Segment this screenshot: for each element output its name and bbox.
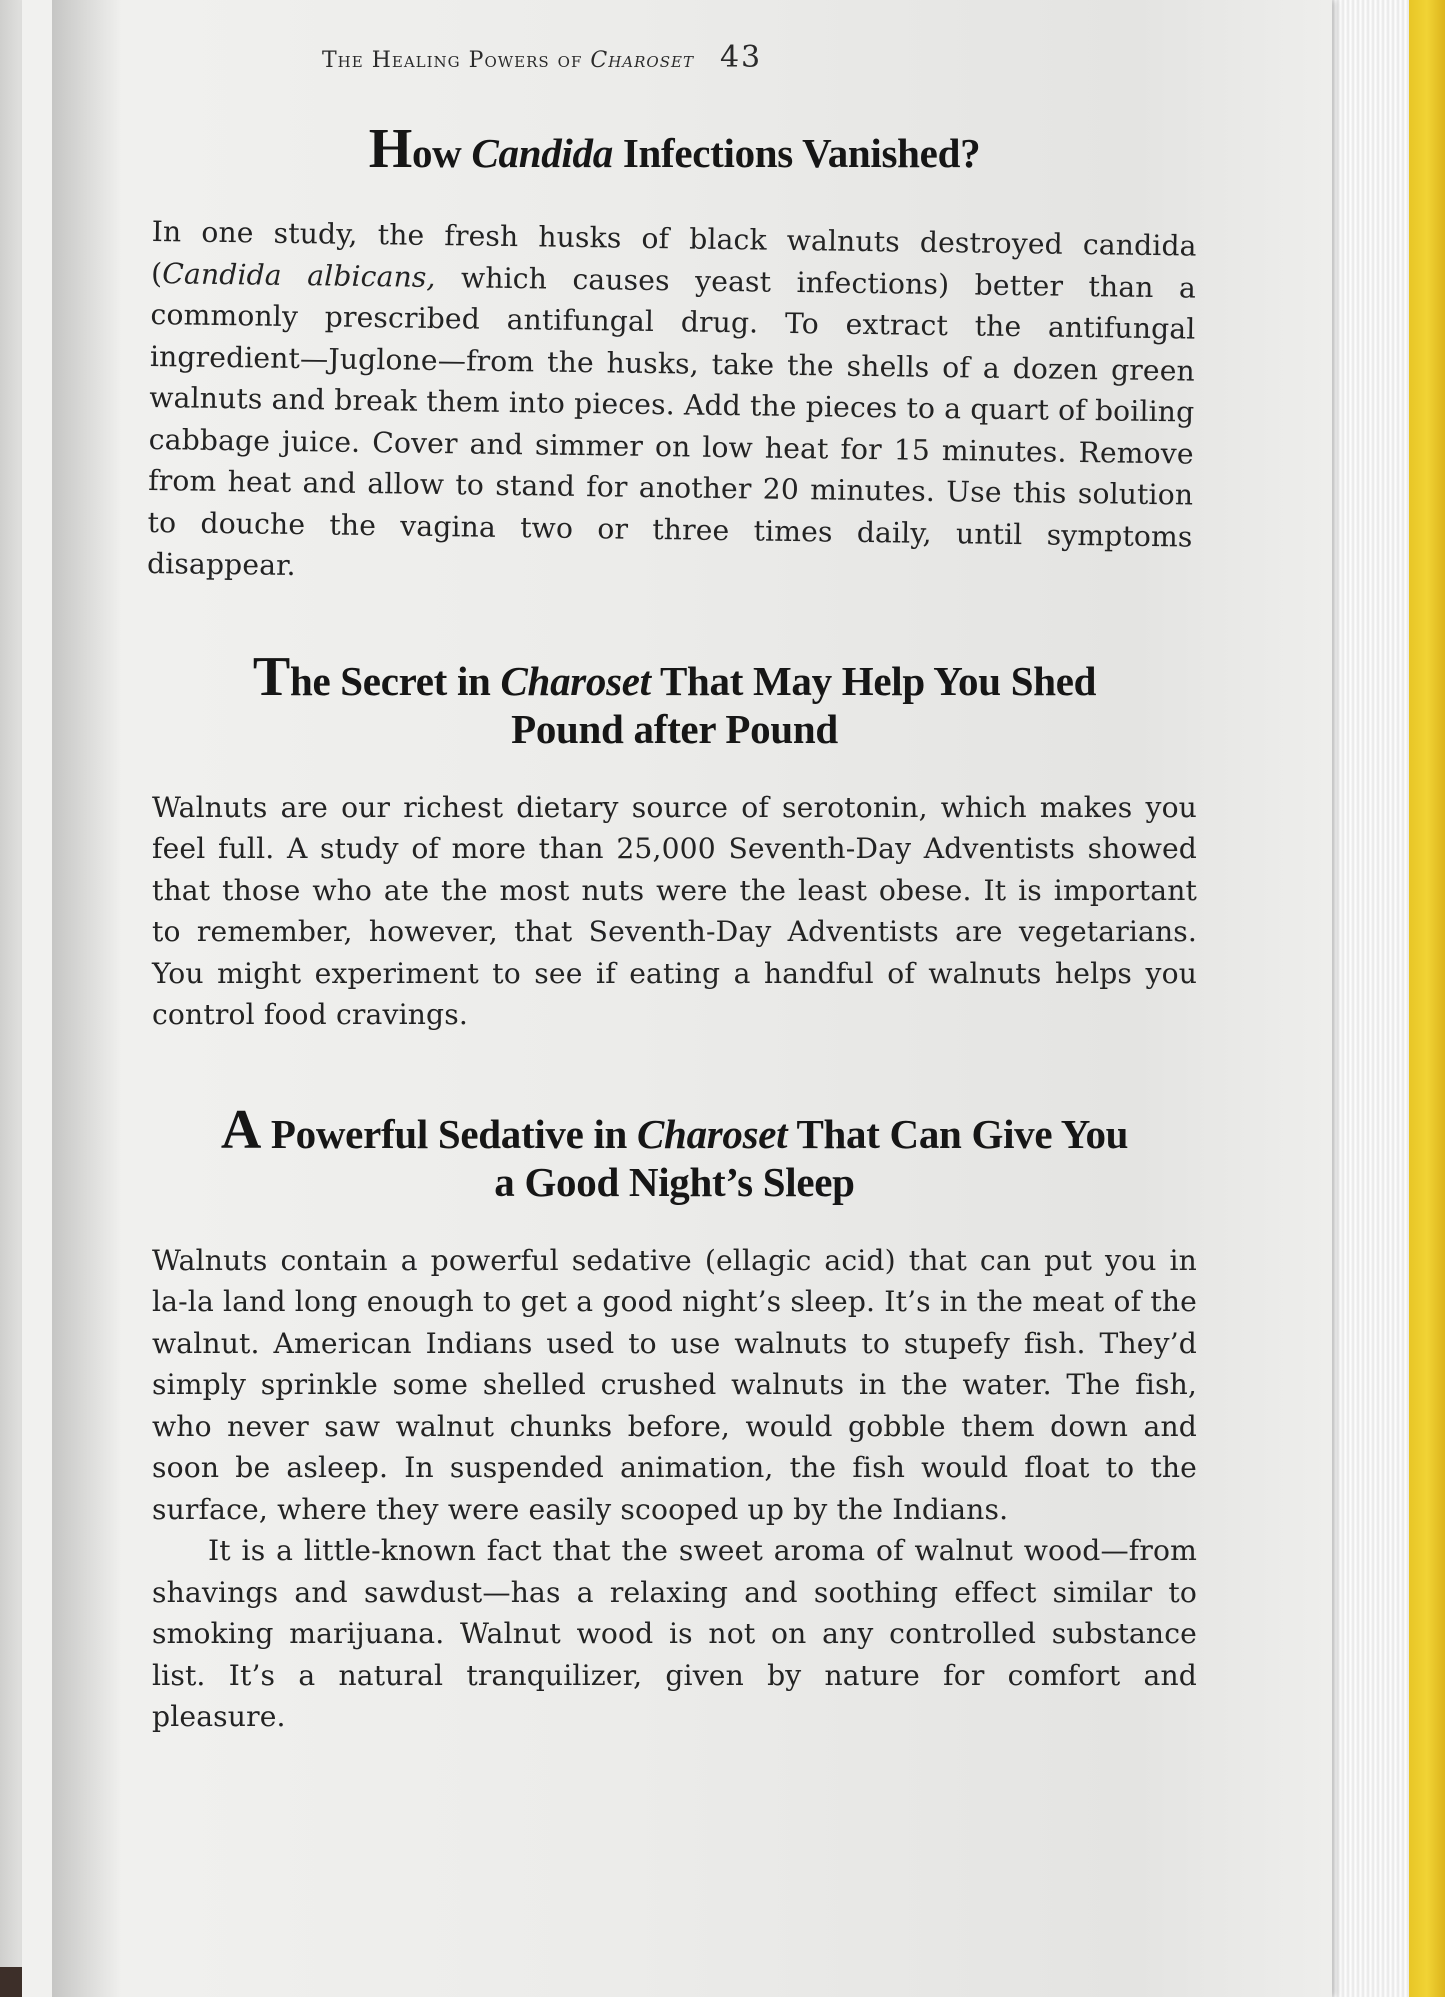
- heading-italic: Charoset: [637, 1110, 788, 1157]
- heading-drop-letter: T: [252, 645, 290, 708]
- paragraph-candida: [147, 211, 1197, 599]
- heading-line-2: Pound after Pound: [511, 705, 838, 752]
- section-heading-shed-pounds: [152, 645, 1197, 753]
- paragraph-italic: Candida albicans,: [162, 256, 436, 294]
- heading-text: Powerful Sedative in: [260, 1110, 638, 1157]
- heading-italic: Candida: [471, 130, 613, 176]
- book-page: [22, 0, 1332, 1997]
- running-head-title-prefix: The Healing Powers of: [322, 48, 583, 73]
- heading-text: he Secret in: [289, 657, 501, 704]
- page-number: 43: [719, 40, 763, 75]
- section-heading-sedative: [152, 1098, 1197, 1206]
- table-surface: [0, 1967, 22, 1997]
- page-content: [146, 118, 1197, 1738]
- book-cover-edge: [1409, 0, 1445, 1997]
- heading-italic: Charoset: [500, 657, 651, 704]
- paragraph-ellagic-acid: Walnuts contain a powerful sedative (ellagic acid) that can put you in la-la land long enough to get a good night’s sleep. It’s in the meat of the walnut. American Indians used to use walnuts to stupefy fish. They’d simply sprinkle some shelled crushed walnuts in the water. The fish, who never saw walnut chunks before, would gobble them down and soon be asleep. In suspended animation, the fish would float to the surface, where they were easily scooped up by the Indians.: [152, 1243, 1197, 1526]
- heading-text: Infections Vanished?: [612, 130, 981, 176]
- page-edges: [1325, 0, 1409, 1997]
- heading-line-2: a Good Night’s Sleep: [494, 1158, 855, 1205]
- paragraph-walnut-wood: It is a little-known fact that the sweet aroma of walnut wood—from shavings and sawdust—has a relaxing and soothing effect similar to smoking marijuana. Walnut wood is not on any controlled substance list. It’s a natural tranquilizer, given by nature for comfort and pleasure.: [152, 1534, 1197, 1733]
- section-heading-candida: [152, 118, 1197, 180]
- paragraph-serotonin: Walnuts are our richest dietary source of serotonin, which makes you feel full. A study of more than 25,000 Seventh-Day Adventists showed that those who ate the most nuts were the least obese. It is important to remember, however, that Seventh-Day Adventists are vegetarians. You might experiment to see if eating a handful of walnuts helps you control food cravings.: [152, 790, 1197, 1031]
- paragraph-text: which causes yeast infections) better than a commonly prescribed antifungal drug. To extract the antifungal ingredient—Juglone—from the husks, take the shells of a dozen green walnuts and break them into pieces. Add the pieces to a quart of boiling cabbage juice. Cover and simmer on low heat for 15 minutes. Remove from heat and allow to stand for another 20 minutes. Use this solution to douche the vagina two or three times daily, until symptoms disappear.: [146, 260, 1197, 583]
- heading-drop-letter: A: [220, 1098, 261, 1161]
- heading-text: That Can Give You: [787, 1110, 1129, 1157]
- running-head-title-italic: Charoset: [590, 48, 694, 73]
- heading-text: That May Help You Shed: [650, 657, 1097, 704]
- heading-text: ow: [411, 130, 472, 176]
- running-head: [322, 40, 1022, 80]
- paragraph-text: In one study, the fresh husks of black walnuts destroyed candida (: [150, 214, 1197, 290]
- gutter-shadow: [52, 0, 122, 1997]
- heading-drop-letter: H: [368, 118, 412, 180]
- running-head-title: [322, 48, 694, 73]
